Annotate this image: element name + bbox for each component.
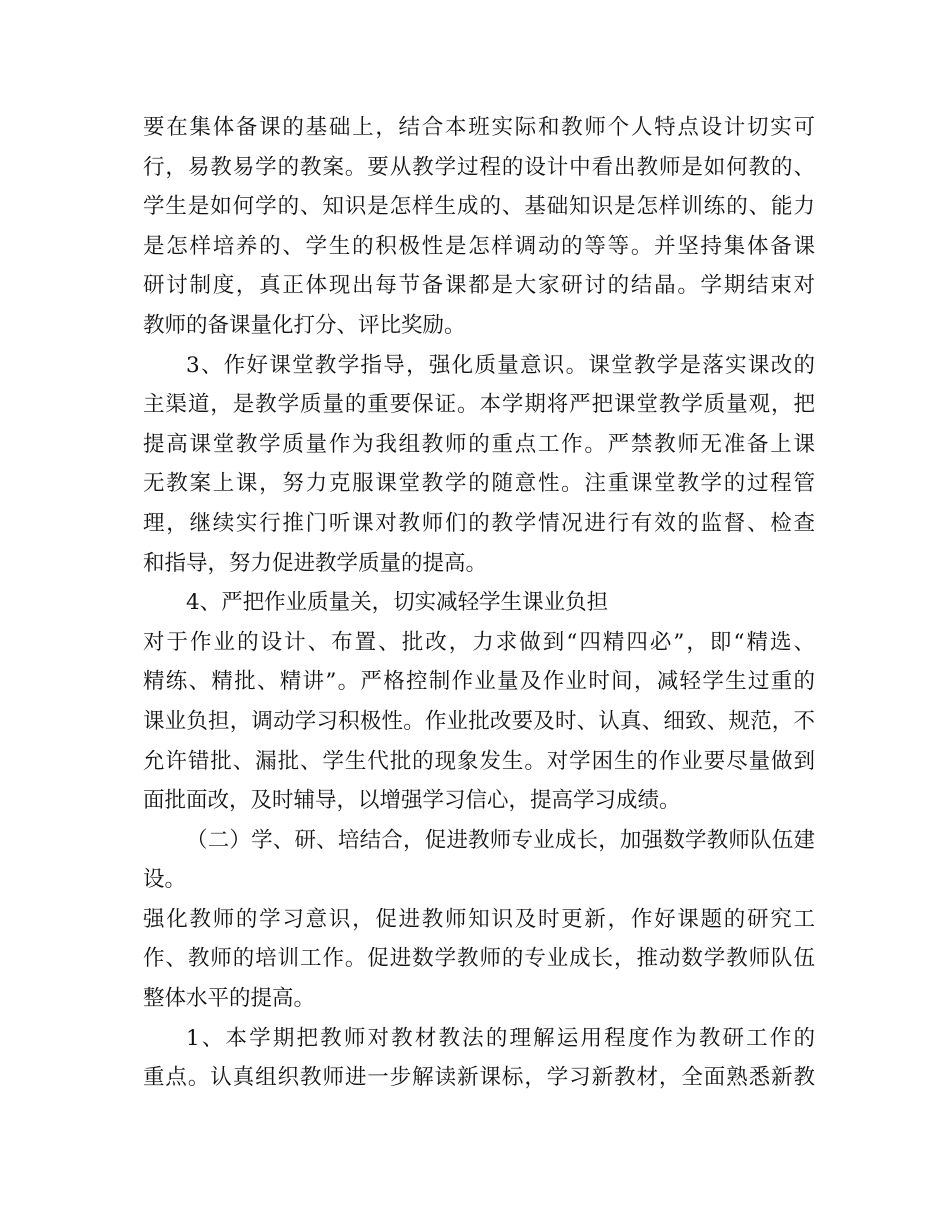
text-line: 设。 bbox=[143, 867, 187, 893]
section-heading-3: 3、作好课堂教学指导，强化质量意识。课堂教学是落实课改的 bbox=[186, 352, 815, 378]
text-line: 整体水平的提高。 bbox=[143, 986, 316, 1012]
body-text bbox=[143, 108, 815, 1098]
text-line: 要在集体备课的基础上，结合本班实际和教师个人特点设计切实可 bbox=[143, 115, 815, 140]
text-line: 和指导，努力促进教学质量的提高。 bbox=[143, 550, 488, 576]
section-heading-2: （二）学、研、培结合，促进教师专业成长，加强数学教师队伍建 bbox=[186, 827, 815, 853]
section-heading-4: 4、严把作业质量关，切实减轻学生课业负担 bbox=[186, 590, 609, 616]
text-line: 重点。认真组织教师进一步解读新课标，学习新教材，全面熟悉新教 bbox=[143, 1065, 815, 1091]
text-line: 精练、精批、精讲”。严格控制作业量及作业时间，减轻学生过重的 bbox=[143, 669, 815, 695]
text-line: 作、教师的培训工作。促进数学教师的专业成长，推动数学教师队伍 bbox=[143, 946, 815, 972]
text-line: 理，继续实行推门听课对教师们的教学情况进行有效的监督、检查 bbox=[143, 510, 815, 536]
text-line: 行，易教易学的教案。要从教学过程的设计中看出教师是如何教的、 bbox=[143, 154, 815, 180]
text-line: 提高课堂教学质量作为我组教师的重点工作。严禁教师无准备上课 bbox=[143, 431, 815, 457]
text-line: 主渠道，是教学质量的重要保证。本学期将严把课堂教学质量观，把 bbox=[143, 392, 815, 418]
text-line: 课业负担，调动学习积极性。作业批改要及时、认真、细致、规范，不 bbox=[143, 708, 815, 734]
text-line: 对于作业的设计、布置、批改，力求做到“四精四必”，即“精选、 bbox=[143, 629, 815, 655]
text-line: 无教案上课，努力克服课堂教学的随意性。注重课堂教学的过程管 bbox=[143, 471, 815, 497]
text-line: 是怎样培养的、学生的积极性是怎样调动的等等。并坚持集体备课 bbox=[143, 233, 815, 259]
text-line: 教师的备课量化打分、评比奖励。 bbox=[143, 312, 466, 338]
text-line: 学生是如何学的、知识是怎样生成的、基础知识是怎样训练的、能力 bbox=[143, 194, 815, 220]
text-line: 强化教师的学习意识，促进教师知识及时更新，作好课题的研究工 bbox=[143, 906, 815, 932]
text-line: 研讨制度，真正体现出每节备课都是大家研讨的结晶。学期结束对 bbox=[143, 273, 815, 299]
text-line: 面批面改，及时辅导，以增强学习信心，提高学习成绩。 bbox=[143, 788, 681, 814]
text-line: 允许错批、漏批、学生代批的现象发生。对学困生的作业要尽量做到 bbox=[143, 748, 815, 774]
section-heading-1: 1、本学期把教师对教材教法的理解运用程度作为教研工作的 bbox=[186, 1025, 815, 1051]
